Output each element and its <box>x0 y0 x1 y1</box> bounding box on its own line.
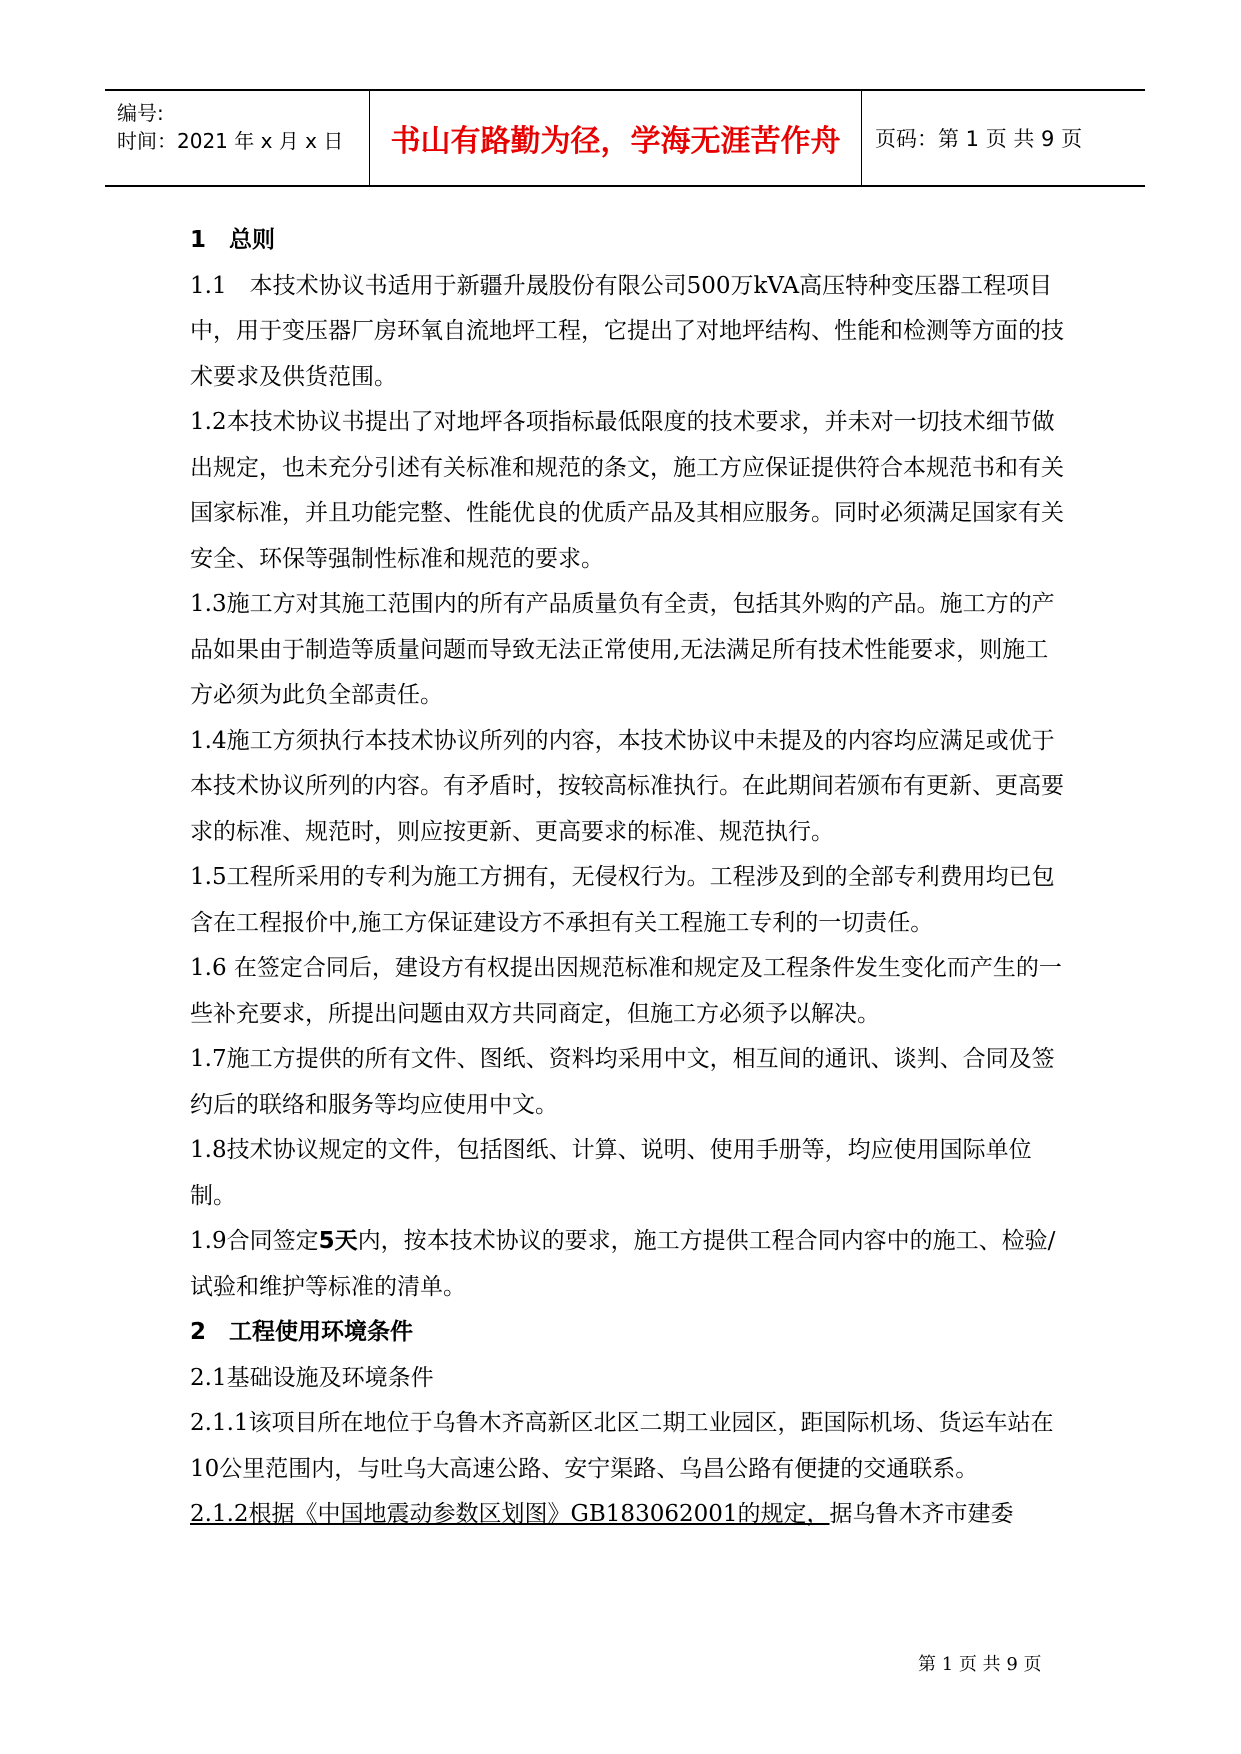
underlined-text: 2.1.2根据《中国地震动参数区划图》GB183062001的规定， <box>190 1501 830 1527</box>
section-heading: 1 总则 <box>190 227 276 253</box>
page-header <box>105 89 1145 187</box>
paragraph: 1.2本技术协议书提出了对地坪各项指标最低限度的技术要求，并未对一切技术细节做出规定，也未充分引述有关标准和规范的条文，施工方应保证提供符合本规范书和有关国家标准，并且功能完整、性能优良的优质产品及其相应服务。同时必须满足国家有关安全、环保等强制性标准和规范的要求。 <box>190 409 1064 572</box>
paragraph: 2.1.1该项目所在地位于乌鲁木齐高新区北区二期工业园区，距国际机场、货运车站在10公里范围内，与吐乌大高速公路、安宁渠路、乌昌公路有便捷的交通联系。 <box>190 1410 1054 1482</box>
bold-duration: 5天 <box>318 1228 358 1254</box>
header-meta <box>117 99 367 155</box>
paragraph-text: 据乌鲁木齐市建委 <box>829 1501 1014 1527</box>
paragraph-text: 1.9合同签定 <box>190 1228 319 1254</box>
time-label: 时间：2021 年 x 月 x 日 <box>117 129 344 153</box>
paragraph: 2.1基础设施及环境条件 <box>190 1364 434 1391</box>
page-footer: 第 1 页 共 9 页 <box>918 1654 1042 1675</box>
header-divider <box>861 91 862 185</box>
paragraph-text: 内，按本技术协议的要求，施工方提供工程合同内容中的施工、检验/试验和维护等标准的清单。 <box>190 1228 1056 1300</box>
paragraph: 1.1 本技术协议书适用于新疆升晟股份有限公司500万kVA高压特种变压器工程项目中，用于变压器厂房环氧自流地坪工程，它提出了对地坪结构、性能和检测等方面的技术要求及供货范围。 <box>190 272 1064 390</box>
paragraph <box>190 1492 1065 1538</box>
paragraph: 1.3施工方对其施工范围内的所有产品质量负有全责，包括其外购的产品。施工方的产品如果由于制造等质量问题而导致无法正常使用,无法满足所有技术性能要求，则施工方必须为此负全部责任。 <box>190 591 1055 708</box>
header-motto: 书山有路勤为径，学海无涯苦作舟 <box>390 124 841 159</box>
paragraph: 1.4施工方须执行本技术协议所列的内容，本技术协议中未提及的内容均应满足或优于本技术协议所列的内容。有矛盾时，按较高标准执行。在此期间若颁布有更新、更高要求的标准、规范时，则应按更新、更高要求的标准、规范执行。 <box>190 727 1064 845</box>
paragraph: 1.7施工方提供的所有文件、图纸、资料均采用中文，相互间的通讯、谈判、合同及签约后的联络和服务等均应使用中文。 <box>190 1046 1055 1118</box>
paragraph <box>190 1219 1065 1310</box>
paragraph: 1.5工程所采用的专利为施工方拥有，无侵权行为。工程涉及到的全部专利费用均已包含在工程报价中,施工方保证建设方不承担有关工程施工专利的一切责任。 <box>190 864 1055 936</box>
section-heading: 2 工程使用环境条件 <box>190 1319 414 1345</box>
paragraph: 1.8技术协议规定的文件，包括图纸、计算、说明、使用手册等，均应使用国际单位制。 <box>190 1137 1032 1209</box>
document-body <box>190 218 1065 1538</box>
number-label: 编号: <box>117 101 164 125</box>
paragraph: 1.6 在签定合同后，建设方有权提出因规范标准和规定及工程条件发生变化而产生的一些补充要求，所提出问题由双方共同商定，但施工方必须予以解决。 <box>190 955 1062 1027</box>
header-page-info: 页码：第 1 页 共 9 页 <box>875 127 1083 151</box>
